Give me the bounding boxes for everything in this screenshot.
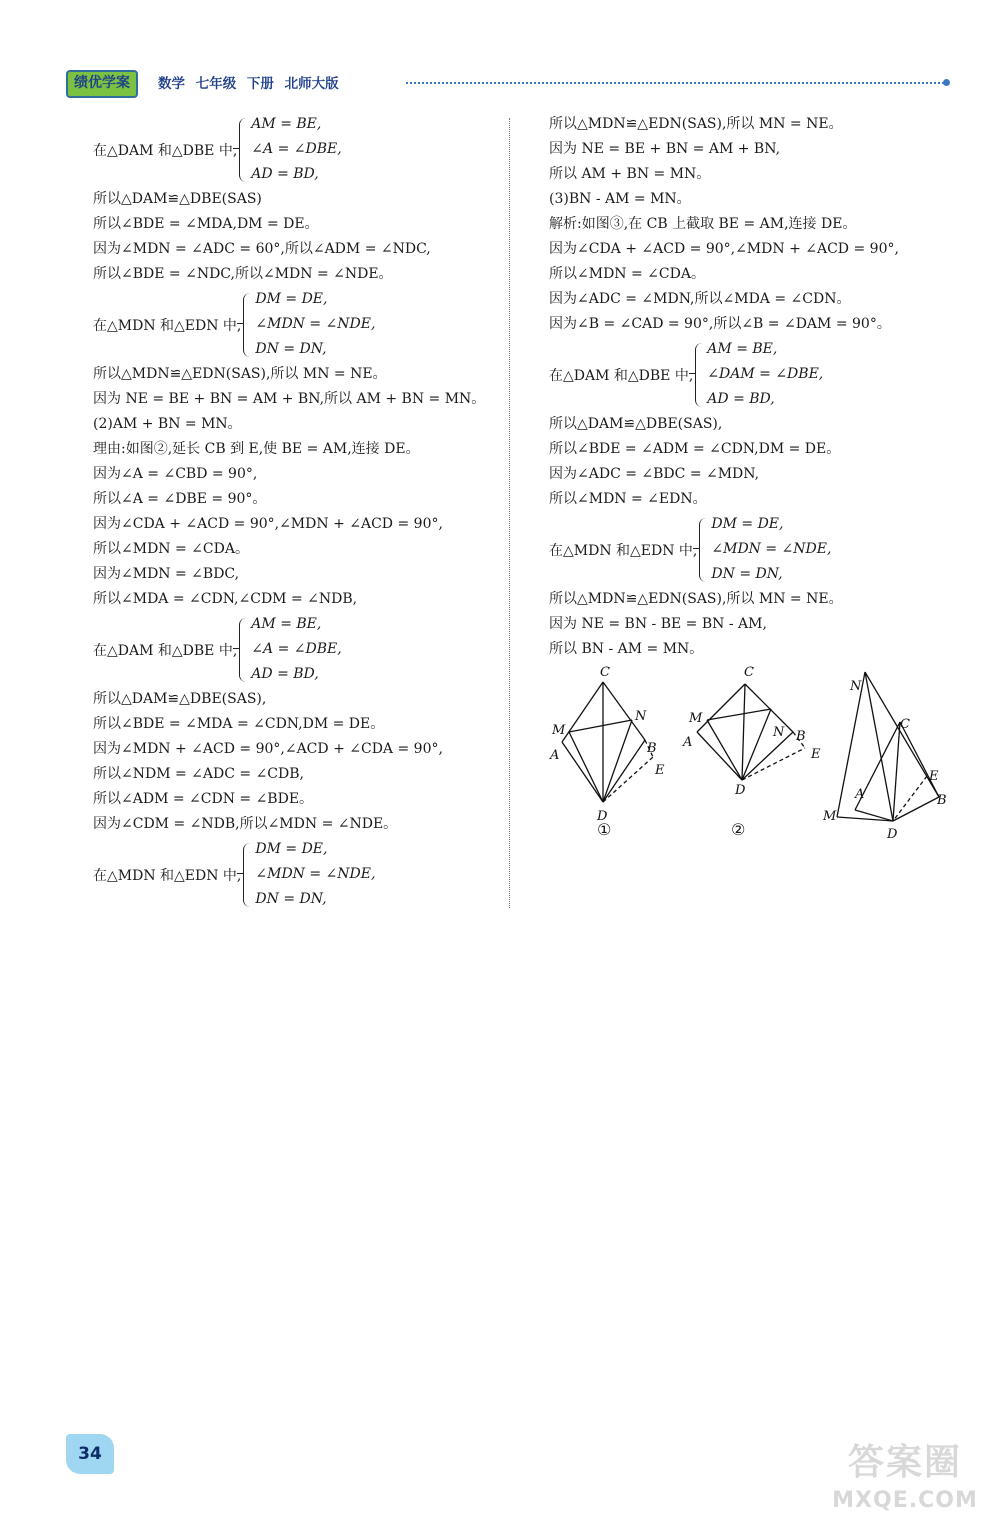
system-line: AM = BE, — [251, 116, 322, 132]
text-line: 解析:如图③,在 CB 上截取 BE = AM,连接 DE。 — [549, 216, 857, 232]
system-line: AD = BD, — [251, 166, 319, 182]
figures-area — [545, 662, 950, 852]
system-line: AM = BE, — [251, 616, 322, 632]
system-line: ∠DAM = ∠DBE, — [707, 366, 824, 382]
figure-2 — [697, 684, 805, 780]
system-lead-text: 在△DAM 和△DBE 中, — [93, 142, 238, 159]
left-brace-icon — [699, 518, 708, 582]
system-lines — [707, 337, 823, 412]
system-line: ∠MDN = ∠NDE, — [255, 316, 376, 332]
text-line: (3)BN - AM = MN。 — [549, 191, 691, 207]
fig2-label-c: C — [744, 665, 754, 680]
system-line: AD = BD, — [251, 666, 319, 682]
text-line: 因为∠ADC = ∠MDN,所以∠MDA = ∠CDN。 — [549, 291, 851, 307]
figure-3 — [837, 672, 939, 821]
system-lines — [255, 287, 375, 362]
fig1-label-d: D — [597, 809, 608, 824]
header-dot-icon — [943, 79, 950, 86]
fig2-caption: ② — [731, 820, 746, 839]
page-header — [66, 70, 950, 96]
fig1-label-c: C — [600, 665, 610, 680]
fig1-label-a: A — [550, 748, 560, 763]
text-line: 所以△MDN≌△EDN(SAS),所以 MN = NE。 — [549, 591, 843, 607]
equation-system — [93, 287, 493, 362]
left-brace-icon — [239, 118, 248, 182]
fig3-label-a: A — [855, 787, 865, 802]
text-line: 所以∠BDE = ∠MDA = ∠CDN,DM = DE。 — [93, 716, 385, 732]
fig2-label-b: B — [796, 729, 806, 744]
text-line: 所以∠ADM = ∠CDN = ∠BDE。 — [93, 791, 314, 807]
system-line: DM = DE, — [255, 841, 328, 857]
text-line: 理由:如图②,延长 CB 到 E,使 BE = AM,连接 DE。 — [93, 441, 420, 457]
equation-system — [549, 512, 949, 587]
fig3-label-b: B — [937, 793, 947, 808]
system-line: AD = BD, — [707, 391, 775, 407]
header-subtitle: 数学 七年级 下册 北师大版 — [158, 76, 339, 92]
fig3-label-c: C — [900, 717, 910, 732]
figure-1 — [562, 682, 653, 802]
text-line: 所以∠MDA = ∠CDN,∠CDM = ∠NDB, — [93, 591, 358, 607]
text-line: 因为∠CDM = ∠NDB,所以∠MDN = ∠NDE。 — [93, 816, 398, 832]
header-dotted-rule — [406, 82, 944, 84]
text-line: 因为∠B = ∠CAD = 90°,所以∠B = ∠DAM = 90°。 — [549, 316, 891, 332]
text-line: 因为 NE = BN - BE = BN - AM, — [549, 616, 767, 632]
fig1-caption: ① — [597, 820, 612, 839]
text-line: 所以∠MDN = ∠CDA。 — [93, 541, 249, 557]
text-line: 所以∠BDE = ∠MDA,DM = DE。 — [93, 216, 319, 232]
system-lines — [251, 112, 341, 187]
system-lines — [251, 612, 341, 687]
watermark-url: MXQE.COM — [832, 1488, 978, 1513]
text-line: 因为∠MDN = ∠ADC = 60°,所以∠ADM = ∠NDC, — [93, 241, 431, 257]
equation-system — [93, 112, 493, 187]
text-line: 因为∠MDN = ∠BDC, — [93, 566, 240, 582]
system-line: AM = BE, — [707, 341, 778, 357]
text-line: 所以∠MDN = ∠EDN。 — [549, 491, 707, 507]
fig3-label-d: D — [887, 827, 898, 842]
text-line: 所以△MDN≌△EDN(SAS),所以 MN = NE。 — [93, 366, 387, 382]
system-line: DM = DE, — [711, 516, 784, 532]
system-line: DM = DE, — [255, 291, 328, 307]
text-line: 所以△DAM≌△DBE(SAS), — [549, 416, 723, 432]
left-brace-icon — [695, 343, 704, 407]
column-divider — [509, 118, 510, 908]
system-lead-text: 在△MDN 和△EDN 中, — [93, 867, 242, 884]
text-line: 因为∠CDA + ∠ACD = 90°,∠MDN + ∠ACD = 90°, — [93, 516, 443, 532]
system-lead-text: 在△MDN 和△EDN 中, — [93, 317, 242, 334]
equation-system — [549, 337, 949, 412]
text-line: 所以∠A = ∠DBE = 90°。 — [93, 491, 267, 507]
fig2-label-m: M — [689, 711, 703, 726]
system-lead-text: 在△MDN 和△EDN 中, — [549, 542, 698, 559]
equation-system — [93, 837, 493, 912]
system-line: DN = DN, — [255, 341, 327, 357]
system-lead-text: 在△DAM 和△DBE 中, — [93, 642, 238, 659]
text-line: 所以∠NDM = ∠ADC = ∠CDB, — [93, 766, 304, 782]
system-line: DN = DN, — [255, 891, 327, 907]
fig2-label-e: E — [811, 747, 821, 762]
fig1-label-n: N — [635, 709, 647, 724]
text-line: 所以∠MDN = ∠CDA。 — [549, 266, 705, 282]
left-brace-icon — [239, 618, 248, 682]
fig2-label-d: D — [735, 783, 746, 798]
watermark — [820, 1440, 990, 1516]
text-line: 所以∠BDE = ∠NDC,所以∠MDN = ∠NDE。 — [93, 266, 393, 282]
text-line: 因为∠MDN + ∠ACD = 90°,∠ACD + ∠CDA = 90°, — [93, 741, 443, 757]
right-column — [549, 112, 949, 662]
fig1-label-e: E — [655, 763, 665, 778]
text-line: 所以 BN - AM = MN。 — [549, 641, 704, 657]
text-line: 因为∠CDA + ∠ACD = 90°,∠MDN + ∠ACD = 90°, — [549, 241, 899, 257]
equation-system — [93, 612, 493, 687]
fig2-label-a: A — [683, 735, 693, 750]
text-line: 因为∠A = ∠CBD = 90°, — [93, 466, 258, 482]
text-line: 因为 NE = BE + BN = AM + BN,所以 AM + BN = MN。 — [93, 391, 486, 407]
system-lead-text: 在△DAM 和△DBE 中, — [549, 367, 694, 384]
system-line: DN = DN, — [711, 566, 783, 582]
brand-logo: 绩优学案 — [66, 70, 138, 98]
text-line: 所以△DAM≌△DBE(SAS), — [93, 691, 267, 707]
fig1-label-m: M — [552, 723, 566, 738]
text-line: 所以△DAM≌△DBE(SAS) — [93, 191, 262, 207]
fig2-label-n: N — [773, 725, 785, 740]
left-brace-icon — [243, 293, 252, 357]
fig3-label-m: M — [823, 809, 837, 824]
fig1-label-b: B — [647, 741, 657, 756]
fig3-label-n: N — [850, 679, 862, 694]
text-line: 因为 NE = BE + BN = AM + BN, — [549, 141, 781, 157]
left-column — [93, 112, 493, 912]
text-line: 所以△MDN≌△EDN(SAS),所以 MN = NE。 — [549, 116, 843, 132]
system-line: ∠MDN = ∠NDE, — [255, 866, 376, 882]
text-line: 所以∠BDE = ∠ADM = ∠CDN,DM = DE。 — [549, 441, 841, 457]
text-line: (2)AM + BN = MN。 — [93, 416, 242, 432]
system-line: ∠A = ∠DBE, — [251, 141, 342, 157]
left-brace-icon — [243, 843, 252, 907]
system-line: ∠MDN = ∠NDE, — [711, 541, 832, 557]
watermark-main: 答案圈 — [847, 1442, 962, 1483]
system-lines — [255, 837, 375, 912]
system-line: ∠A = ∠DBE, — [251, 641, 342, 657]
page-number: 34 — [66, 1434, 114, 1474]
system-lines — [711, 512, 831, 587]
fig3-label-e: E — [929, 769, 939, 784]
text-line: 因为∠ADC = ∠BDC = ∠MDN, — [549, 466, 760, 482]
text-line: 所以 AM + BN = MN。 — [549, 166, 711, 182]
